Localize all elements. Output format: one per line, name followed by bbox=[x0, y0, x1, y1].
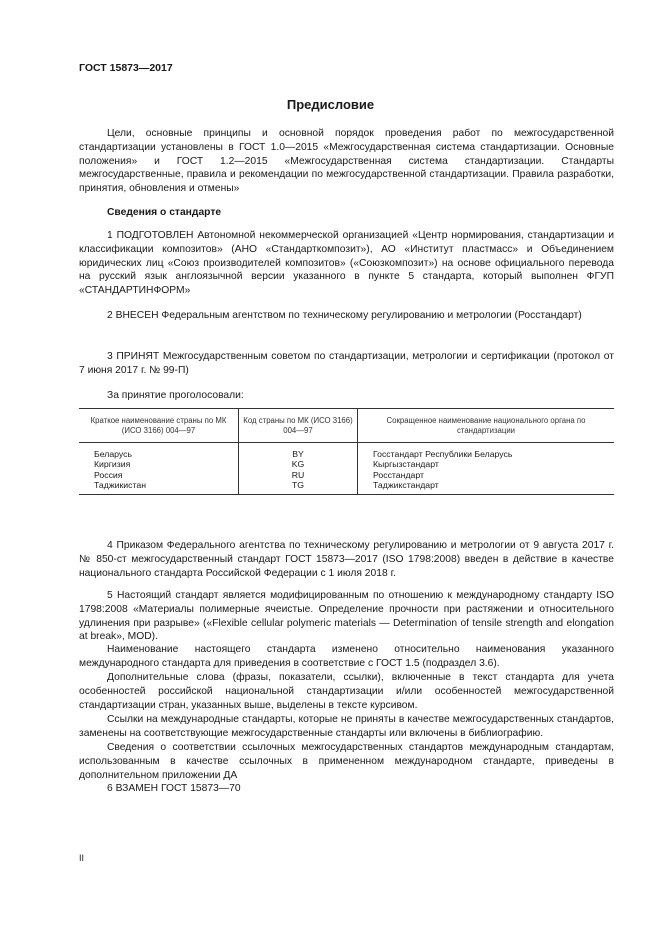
table-row bbox=[79, 480, 614, 494]
paragraph-1: 1 ПОДГОТОВЛЕН Автономной некоммерческой организацией «Центр нормирования, стандартизации и классификации композитов» (АНО «Стандарткомпозит»), АО «Институт пластмасс» и Объединением юридических лиц «Союз производителей композитов» («Союзкомпозит») на основе официального перевода на русский язык англоязычной версии указанного в пункте 5 стандарта, который выполнен ФГУП «СТАНДАРТИНФОРМ» bbox=[79, 230, 614, 297]
table-header-row bbox=[79, 409, 614, 443]
voting-table bbox=[79, 408, 614, 495]
country-code: KG bbox=[239, 459, 358, 469]
country-code: BY bbox=[239, 443, 358, 460]
paragraph-2: 2 ВНЕСЕН Федеральным агентством по техническому регулированию и метрологии (Росстандарт) bbox=[107, 310, 582, 321]
table-header-cell: Краткое наименование страны по МК (ИСО 3166) 004—97 bbox=[79, 409, 239, 443]
paragraph-6: 6 ВЗАМЕН ГОСТ 15873—70 bbox=[107, 783, 241, 794]
table-header-cell: Код страны по МК (ИСО 3166) 004—97 bbox=[239, 409, 358, 443]
paragraph-3: 3 ПРИНЯТ Межгосударственным советом по стандартизации, метрологии и сертификации (протокол от 7 июня 2017 г. № 99-П) bbox=[79, 351, 614, 376]
national-body: Таджикстандарт bbox=[358, 480, 615, 494]
national-body: Кыргызстандарт bbox=[358, 459, 615, 469]
country-name: Таджикистан bbox=[79, 480, 239, 494]
national-body: Госстандарт Республики Беларусь bbox=[358, 443, 615, 460]
table-header-cell: Сокращенное наименование национального органа по стандартизации bbox=[358, 409, 615, 443]
table-row bbox=[79, 443, 614, 460]
paragraph-5b: Наименование настоящего стандарта изменено относительно наименования указанного международного стандарта для приведения в соответствие с ГОСТ 1.5 (подраздел 3.6). bbox=[79, 644, 614, 669]
document-header: ГОСТ 15873—2017 bbox=[79, 62, 173, 74]
country-name: Беларусь bbox=[94, 449, 132, 459]
country-code: TG bbox=[239, 480, 358, 494]
country-name: Киргизия bbox=[94, 459, 131, 470]
vote-label: За принятие проголосовали: bbox=[107, 390, 244, 401]
section-subtitle: Сведения о стандарте bbox=[107, 207, 222, 218]
paragraph-5d: Ссылки на международные стандарты, которые не приняты в качестве межгосударственных стандартов, заменены на соответствующие межгосударственные стандарты или включены в библиографию. bbox=[79, 714, 614, 739]
paragraph-5e: Сведения о соответствии ссылочных межгосударственных стандартов международным стандартам, использованным в качестве ссылочных в примененном международном стандарте, приведены в дополнительном приложении ДА bbox=[79, 742, 614, 781]
national-body: Росстандарт bbox=[358, 470, 615, 480]
intro-paragraph: Цели, основные принципы и основной порядок проведения работ по межгосударственной стандартизации установлены в ГОСТ 1.0—2015 «Межгосударственная система стандартизации. Основные положения» и ГОСТ 1.2—2015 «Межгосударственная система стандартизации. Стандарты межгосударственные, правила и рекомендации по межгосударственной стандартизации. Правила разработки, принятия, обновления и отмены» bbox=[79, 128, 614, 195]
country-name: Россия bbox=[94, 469, 123, 480]
table-row bbox=[79, 470, 614, 480]
page-title: Предисловие bbox=[286, 97, 375, 112]
page-number: II bbox=[79, 853, 85, 863]
paragraph-5c: Дополнительные слова (фразы, показатели, ссылки), включенные в текст стандарта для учета особенностей российской национальной стандартизации и/или особенностей межгосударственной стандартизации стран, указанных выше, выделены в тексте курсивом. bbox=[79, 672, 614, 711]
table-row bbox=[79, 459, 614, 469]
country-code: RU bbox=[239, 470, 358, 480]
paragraph-5: 5 Настоящий стандарт является модифицированным по отношению к международному стандарту ISO 1798:2008 «Материалы полимерные ячеистые. Определение прочности при растяжении и относительного удлинения при разрыве» («Flexible cellular polymeric materials — Determination of tensile strength and elongation at break», MOD). bbox=[79, 590, 614, 643]
paragraph-4: 4 Приказом Федерального агентства по техническому регулированию и метрологии от 9 августа 2017 г. № 850-ст межгосударственный стандарт ГОСТ 15873—2017 (ISO 1798:2008) введен в действие в качестве национального стандарта Российской Федерации с 1 июля 2018 г. bbox=[79, 540, 614, 579]
